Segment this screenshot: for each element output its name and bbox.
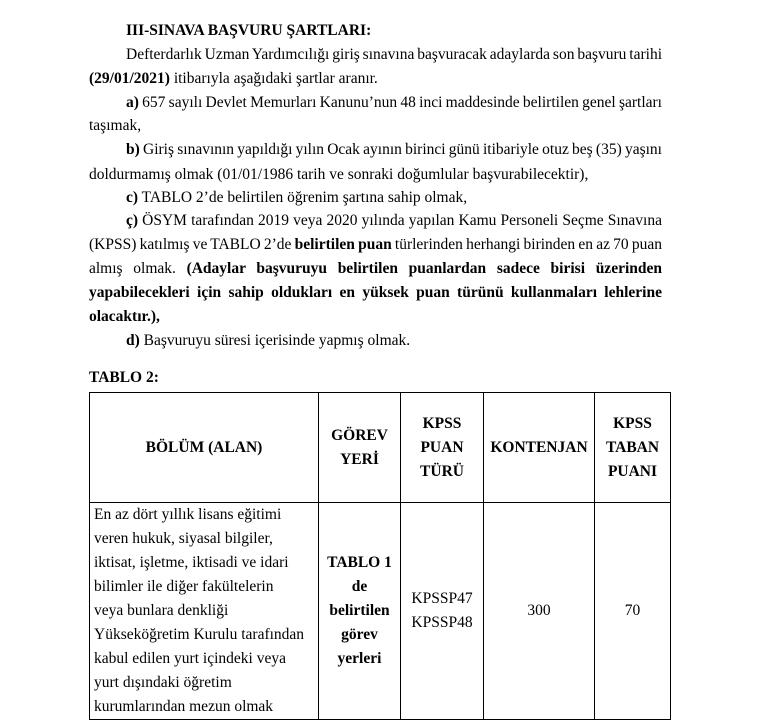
cell-line: TABLO 1 bbox=[327, 554, 392, 571]
cell-line: KPSS bbox=[613, 414, 652, 432]
header-puan-turu bbox=[401, 393, 484, 503]
table-title: TABLO 2: bbox=[89, 369, 159, 386]
section-title: III-SINAVA BAŞVURU ŞARTLARI: bbox=[126, 22, 372, 39]
cell-line: belirtilen bbox=[329, 602, 390, 619]
text-segment: Defterdarlık Uzman Yardımcılığı giriş sınavına başvuracak adaylarda son başvuru tarihi bbox=[126, 46, 662, 63]
text-line bbox=[89, 69, 662, 89]
cell-line: iktisat, işletme, iktisadi ve idari bbox=[94, 554, 289, 571]
cell-line: PUAN bbox=[420, 438, 464, 456]
cell-line: PUANI bbox=[607, 462, 658, 480]
text-line bbox=[89, 165, 662, 185]
text-segment: almış olmak. bbox=[89, 260, 187, 277]
header-bolum bbox=[90, 393, 319, 503]
bold-text: (Adaylar başvuruyu belirtilen puanlardan sadece birisi üzerinden bbox=[186, 260, 662, 277]
cell-line: KPSSP48 bbox=[411, 614, 473, 631]
text-line bbox=[126, 211, 662, 231]
bold-text: a) bbox=[126, 94, 139, 111]
text-segment: türlerinden herhangi birinden en az 70 puan bbox=[391, 236, 662, 253]
text-line bbox=[126, 188, 662, 208]
bold-text: b) bbox=[126, 141, 140, 158]
header-gorev-yeri bbox=[319, 393, 401, 503]
cell-line: kabul edilen yurt içindeki veya bbox=[94, 650, 286, 667]
text-segment: (KPSS) katılmış ve TABLO 2’de bbox=[89, 236, 295, 253]
bold-text: c) bbox=[126, 189, 139, 206]
cell-bolum bbox=[90, 503, 319, 720]
cell-line: Yükseköğretim Kurulu tarafından bbox=[94, 626, 305, 643]
text-segment: doldurmamış olmak (01/01/1986 tarih ve sonraki doğumlular başvurabilecektir), bbox=[89, 166, 589, 183]
text-segment: Giriş sınavının yapıldığı yılın Ocak ayının birinci günü itibariyle otuz beş (35) yaşını bbox=[139, 141, 662, 158]
cell-taban-puani: 70 bbox=[595, 503, 671, 720]
cell-line: veya bunlara denkliği bbox=[94, 602, 229, 619]
cell-line: kurumlarından mezun olmak bbox=[94, 698, 274, 715]
cell-puan-turu bbox=[401, 503, 484, 720]
bold-text: olacaktır.), bbox=[89, 308, 160, 325]
text-line bbox=[126, 45, 662, 65]
cell-line: TABAN bbox=[605, 438, 660, 456]
text-segment: Başvuruyu süresi içerisinde yapmış olmak. bbox=[139, 332, 411, 349]
text-segment: taşımak, bbox=[89, 117, 142, 134]
text-segment: 657 sayılı Devlet Memurları Kanunu’nun 48 inci maddesinde belirtilen genel şartları bbox=[138, 94, 662, 111]
text-segment: TABLO 2’de belirtilen öğrenim şartına sahip olmak, bbox=[138, 189, 468, 206]
cell-kontenjan: 300 bbox=[484, 503, 595, 720]
header-kontenjan bbox=[484, 393, 595, 503]
bold-text: yapabilecekleri için sahip oldukları en yüksek puan türünü kullanmaları lehlerine bbox=[89, 284, 662, 301]
cell-line: KONTENJAN bbox=[490, 438, 588, 456]
cell-line: YERİ bbox=[340, 450, 379, 468]
bold-text: belirtilen puan bbox=[294, 236, 392, 253]
cell-line: KPSS bbox=[422, 414, 462, 432]
bold-text: d) bbox=[126, 332, 140, 349]
cell-line: TÜRÜ bbox=[420, 462, 464, 480]
text-line bbox=[89, 259, 662, 279]
bold-text: ç) bbox=[126, 212, 139, 229]
cell-line: görev bbox=[341, 626, 378, 643]
header-taban-puani bbox=[595, 393, 671, 503]
cell-line: yerleri bbox=[337, 650, 382, 667]
cell-line: GÖREV bbox=[331, 426, 388, 444]
cell-line: En az dört yıllık lisans eğitimi bbox=[94, 506, 282, 523]
text-segment: ÖSYM tarafından 2019 veya 2020 yılında yapılan Kamu Personeli Seçme Sınavına bbox=[138, 212, 662, 229]
text-line bbox=[126, 331, 662, 351]
text-line bbox=[89, 307, 662, 327]
text-line bbox=[89, 283, 662, 303]
table-header-row bbox=[90, 393, 671, 503]
text-line bbox=[126, 140, 662, 160]
cell-line: yurt dışındaki öğretim bbox=[94, 674, 232, 691]
cell-line: de bbox=[351, 578, 368, 595]
text-line bbox=[126, 93, 662, 113]
cell-gorev-yeri bbox=[319, 503, 401, 720]
table-row bbox=[90, 503, 671, 720]
bold-text: (29/01/2021) bbox=[89, 70, 170, 87]
cell-line: KPSSP47 bbox=[411, 590, 473, 607]
text-line bbox=[89, 235, 662, 255]
cell-line: veren hukuk, siyasal bilgiler, bbox=[94, 530, 273, 547]
cell-line: BÖLÜM (ALAN) bbox=[145, 438, 263, 456]
table-2 bbox=[89, 392, 671, 720]
text-line bbox=[89, 116, 662, 136]
cell-line: bilimler ile diğer fakültelerin bbox=[94, 578, 274, 595]
text-segment: itibarıyla aşağıdaki şartlar aranır. bbox=[169, 70, 378, 87]
